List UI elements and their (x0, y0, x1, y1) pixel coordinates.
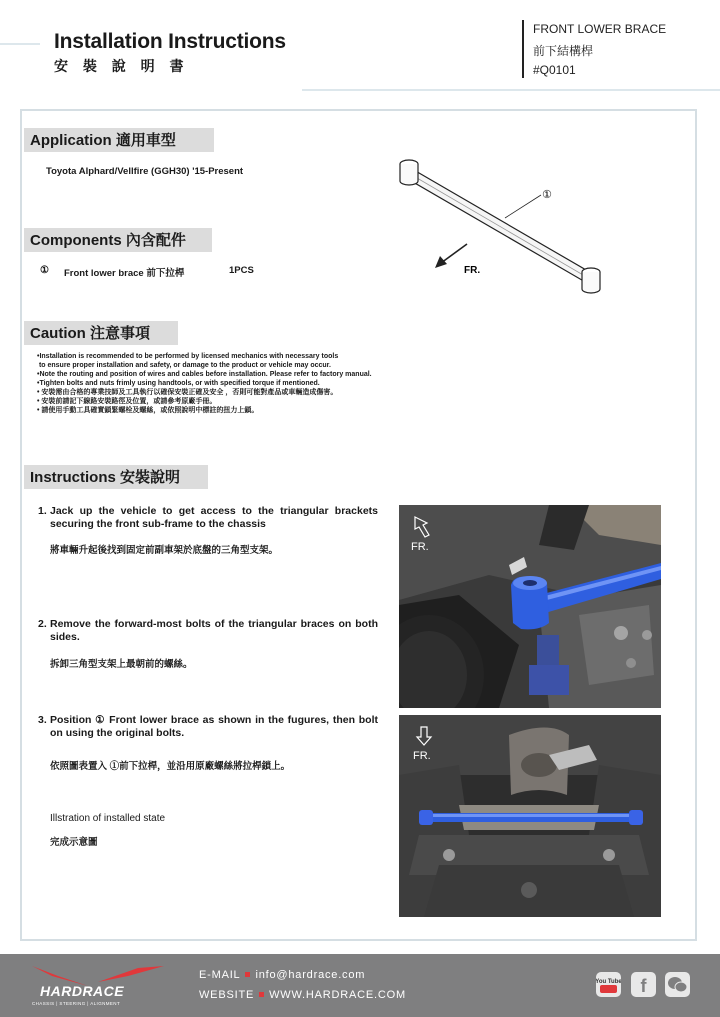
application-heading-zh: 適用車型 (115, 131, 176, 149)
step-text-zh: 依照圖表置入 ①前下拉桿，並沿用原廠螺絲將拉桿鎖上。 (50, 761, 291, 772)
footer-email (199, 969, 365, 981)
instruction-step (38, 714, 378, 739)
footer-website-link[interactable]: WWW.HARDRACE.COM (269, 989, 406, 1001)
application-vehicle: Toyota Alphard/Vellfire (GGH30) '15-Present (46, 166, 244, 177)
components-heading-zh: 內含配件 (125, 231, 186, 249)
step-number: 3. (38, 714, 47, 726)
caution-line: • 請使用手動工具確實鎖緊螺栓及螺絲，或依照說明中標註的扭力上鎖。 (37, 407, 259, 414)
brace-diagram (395, 152, 615, 297)
youtube-icon-text-top: You Tube (596, 979, 621, 985)
caution-heading-en: Caution (30, 325, 86, 342)
photo-fr-label: FR. (413, 750, 431, 762)
caution-line: •Tighten bolts and nuts frimly using handtools, or with specified torque if mentioned. (37, 380, 320, 387)
installation-photo-bracket (399, 505, 661, 708)
product-code: #Q0101 (533, 63, 576, 77)
footer-email-label: E-MAIL (199, 969, 241, 981)
component-item-marker: ① (40, 265, 49, 276)
footer-email-link[interactable]: info@hardrace.com (255, 969, 366, 981)
brace-end-right (582, 268, 600, 293)
step-number: 2. (38, 618, 47, 630)
facebook-icon-glyph: f (640, 976, 647, 996)
installed-state-label-zh: 完成示意圖 (50, 837, 98, 848)
product-name: FRONT LOWER BRACE (533, 22, 667, 36)
photo-fr-label: FR. (411, 541, 429, 553)
caution-line: •Note the routing and position of wires and cables before installation. Please refer to factory manual. (37, 371, 372, 378)
diagram-part-marker: ① (542, 188, 552, 201)
caution-heading (24, 321, 178, 345)
bullet-square-icon (259, 992, 264, 997)
wechat-icon[interactable] (665, 972, 690, 997)
brace-end-left (400, 160, 418, 185)
step-text-zh: 拆卸三角型支架上最朝前的螺絲。 (50, 659, 193, 670)
components-heading (24, 228, 212, 252)
brand-logo: HARDRACE (40, 983, 125, 999)
page-subtitle: 安 裝 說 明 書 (54, 59, 189, 75)
step-text: Remove the forward-most bolts of the triangular braces on both sides. (50, 618, 378, 643)
instruction-step (38, 618, 378, 643)
components-heading-en: Components (30, 232, 122, 249)
product-divider (522, 20, 524, 78)
fr-arrow-icon (435, 244, 467, 268)
instructions-heading-en: Instructions (30, 469, 116, 486)
footer-website-label: WEBSITE (199, 989, 255, 1001)
instructions-heading-zh: 安裝說明 (120, 468, 181, 486)
header-accent-line-right (302, 89, 720, 91)
step-text-zh: 將車輛升起後找到固定前副車架於底盤的三角型支架。 (50, 545, 279, 556)
installation-photo-installed (399, 715, 661, 917)
product-name-zh: 前下結構桿 (533, 44, 594, 58)
component-item-name: Front lower brace 前下拉桿 (64, 268, 185, 279)
caution-line: • 安裝前請記下線路安裝路徑及位置，或請參考原廠手冊。 (37, 398, 217, 405)
step-text: Position ① Front lower brace as shown in the fugures, then bolt on using the original bolts. (50, 714, 378, 739)
youtube-icon[interactable] (596, 972, 621, 997)
step-text: Jack up the vehicle to get access to the triangular brackets securing the front sub-frame to the chassis (50, 505, 378, 530)
installed-state-label: Illstration of installed state (50, 813, 166, 824)
application-heading-en: Application (30, 132, 112, 149)
caution-heading-zh: 注意事項 (90, 324, 151, 342)
diagram-direction-label: FR. (464, 265, 481, 276)
brand-tagline: CHASSIS | STEERING | ALIGNMENT (32, 1001, 121, 1006)
brace-bar-edge (405, 171, 590, 279)
facebook-icon[interactable] (631, 972, 656, 997)
instructions-heading (24, 465, 208, 489)
header-accent-line-left (0, 43, 40, 45)
caution-line: to ensure proper installation and safety, or damage to the product or vehicle may occur. (37, 362, 331, 369)
page-title: Installation Instructions (54, 30, 286, 53)
part-leader-line (505, 195, 541, 218)
step-number: 1. (38, 505, 47, 517)
component-item-qty: 1PCS (229, 265, 254, 276)
caution-line: •Installation is recommended to be performed by licensed mechanics with necessary tools (37, 353, 339, 360)
instruction-step (38, 505, 378, 530)
caution-line: • 安裝需由合格的專業技師及工具執行以確保安裝正確及安全 ，否則可能對產品或車輛造成傷害。 (37, 389, 338, 396)
application-heading (24, 128, 214, 152)
bullet-square-icon (245, 972, 250, 977)
footer-website (199, 989, 406, 1001)
